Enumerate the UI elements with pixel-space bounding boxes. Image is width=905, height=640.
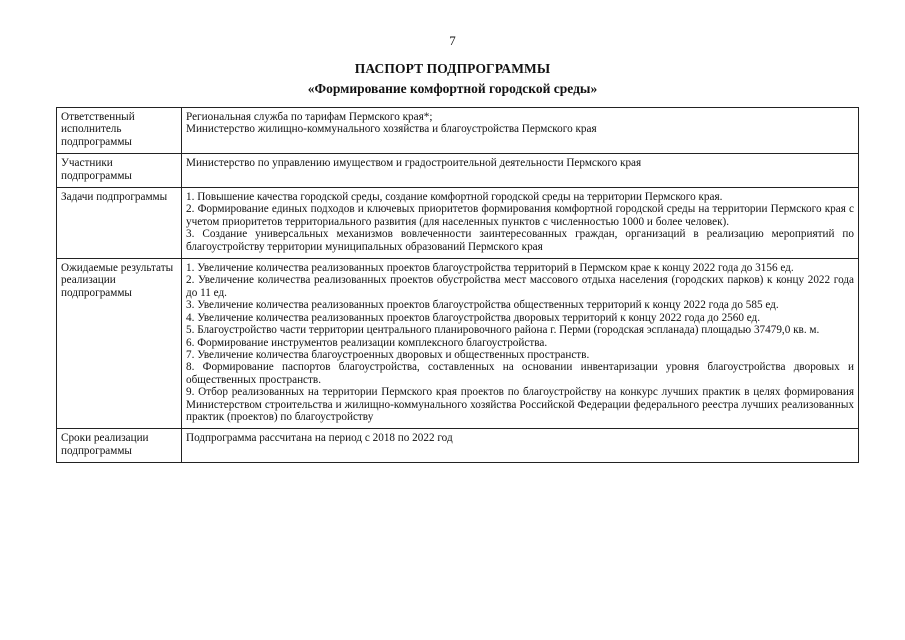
page-number: 7 bbox=[449, 33, 456, 48]
row-label: Сроки реализации подпрограммы bbox=[57, 429, 182, 463]
content-item: 7. Увеличение количества благоустроенных дворовых и общественных пространств. bbox=[186, 348, 590, 361]
content-item: Региональная служба по тарифам Пермского края*; bbox=[186, 111, 433, 123]
row-label: Ответственный исполнитель подпрограммы bbox=[57, 108, 182, 154]
row-content bbox=[182, 188, 859, 259]
row-label: Ожидаемые результаты реализации подпрограммы bbox=[57, 259, 182, 429]
table-row bbox=[57, 154, 859, 188]
row-label: Задачи подпрограммы bbox=[57, 188, 182, 259]
row-content bbox=[182, 108, 859, 154]
passport-table bbox=[56, 107, 859, 463]
row-content bbox=[182, 259, 859, 429]
content-item: 2. Формирование единых подходов и ключевых приоритетов формирования комфортной городской среды на территории Пермского края с учетом приоритетов территориального развития (для населенных пунктов с численностью 1000 и более человек). bbox=[186, 203, 854, 228]
content-item: 3. Увеличение количества реализованных проектов благоустройства общественных территорий к концу 2022 года до 585 ед. bbox=[186, 299, 779, 312]
content-item: 8. Формирование паспортов благоустройства, составленных на основании инвентаризации уровня благоустройства дворовых и общественных пространств. bbox=[186, 361, 854, 386]
document-subtitle: «Формирование комфортной городской среды» bbox=[307, 81, 598, 96]
row-label: Участники подпрограммы bbox=[57, 154, 182, 188]
content-item: Подпрограмма рассчитана на период с 2018 по 2022 год bbox=[186, 432, 453, 445]
content-item: 2. Увеличение количества реализованных проектов обустройства мест массового отдыха населения (городских парков) к концу 2022 года до 11 ед. bbox=[186, 274, 854, 299]
content-item: 9. Отбор реализованных на территории Пермского края проектов по благоустройству на конкурс лучших практик в целях формирования Министерством строительства и жилищно-коммунального хозяйства Российской Федерации федерального реестра лучших реализованных практик (проектов) по благоустройству bbox=[186, 386, 854, 423]
table-row bbox=[57, 259, 859, 429]
row-content bbox=[182, 429, 859, 463]
row-content bbox=[182, 154, 859, 188]
content-item: Министерство по управлению имуществом и градостроительной деятельности Пермского края bbox=[186, 157, 642, 170]
document-title: ПАСПОРТ ПОДПРОГРАММЫ bbox=[354, 61, 551, 76]
content-item: 6. Формирование инструментов реализации комплексного благоустройства. bbox=[186, 336, 548, 349]
content-item: 1. Повышение качества городской среды, создание комфортной городской среды на территории Пермского края. bbox=[186, 191, 723, 204]
table-row bbox=[57, 108, 859, 154]
content-item: 5. Благоустройство части территории центрального планировочного района г. Перми (городская эспланада) площадью 37479,0 кв. м. bbox=[186, 324, 820, 337]
content-item: 4. Увеличение количества реализованных проектов благоустройства дворовых территорий к концу 2022 года до 2560 ед. bbox=[186, 311, 761, 324]
content-item: 3. Создание универсальных механизмов вовлеченности заинтересованных граждан, организаций в реализацию мероприятий по благоустройству территории муниципальных образований Пермского края bbox=[186, 228, 854, 253]
table-row bbox=[57, 429, 859, 463]
table-row bbox=[57, 188, 859, 259]
content-item: 1. Увеличение количества реализованных проектов благоустройства территорий в Пермском крае к концу 2022 года до 3156 ед. bbox=[186, 262, 794, 275]
content-item: Министерство жилищно-коммунального хозяйства и благоустройства Пермского края bbox=[186, 123, 597, 136]
